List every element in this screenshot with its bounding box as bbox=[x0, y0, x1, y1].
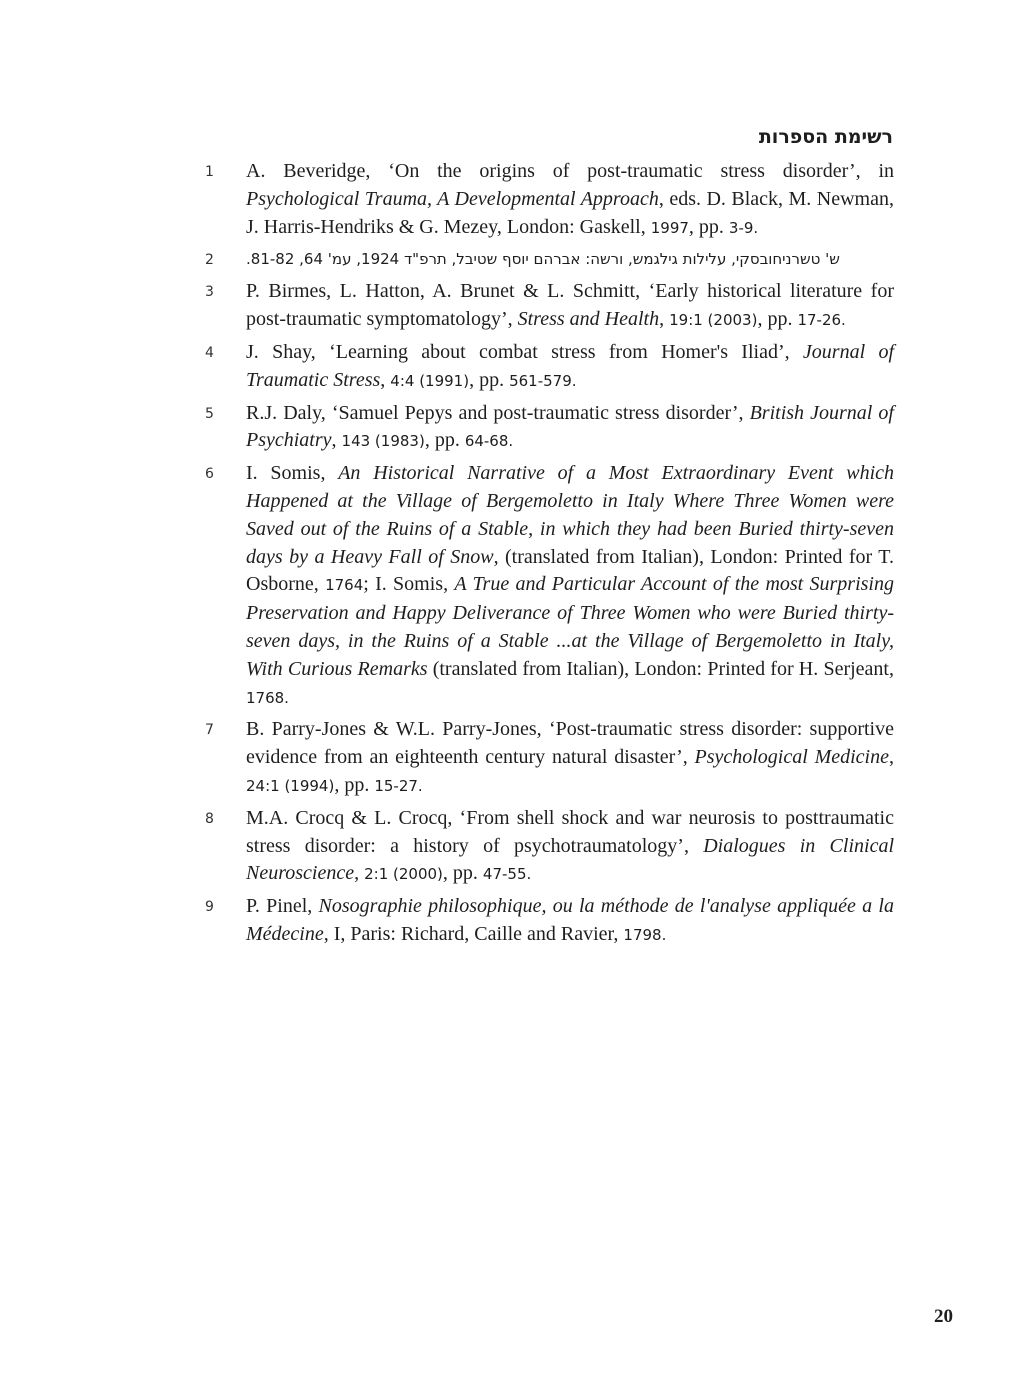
page-number: 20 bbox=[934, 1306, 953, 1327]
reference-item bbox=[200, 460, 894, 712]
reference-segment: ש' טשרניחובסקי, עלילות גילגמש, ורשה: אברהם יוסף שטיבל, תרפ"ד 1924, עמ' 64, 81-82. bbox=[246, 250, 840, 269]
reference-segment: 19:1 (2003) bbox=[669, 311, 758, 330]
reference-item bbox=[200, 246, 894, 272]
reference-number: 5 bbox=[205, 405, 214, 422]
reference-segment: , eds. D. Black, M. Newman, J. Harris-Hendriks & G. Mezey, London: Gaskell, bbox=[246, 187, 894, 238]
reference-item bbox=[200, 278, 894, 335]
reference-number: 2 bbox=[205, 252, 214, 269]
reference-segment: , bbox=[659, 308, 670, 331]
reference-segment: 1764 bbox=[325, 576, 364, 595]
reference-number: 1 bbox=[205, 164, 214, 180]
reference-text bbox=[246, 339, 894, 396]
reference-segment: , bbox=[354, 862, 365, 885]
reference-item bbox=[200, 158, 894, 242]
page-heading: רשימת הספרות bbox=[758, 126, 893, 148]
reference-segment: A. Beveridge, ‘On the origins of post-traumatic stress disorder’, in bbox=[246, 160, 894, 182]
reference-segment: B. Parry-Jones & W.L. Parry-Jones, ‘Post-traumatic stress disorder: supportive evidence from an eighteenth century natural disaster’, bbox=[246, 718, 894, 769]
reference-segment: , pp. bbox=[757, 308, 798, 331]
reference-segment: 1798. bbox=[623, 925, 667, 944]
reference-text bbox=[246, 400, 894, 457]
reference-number: 8 bbox=[205, 810, 214, 827]
reference-segment: , bbox=[380, 368, 391, 391]
reference-text bbox=[246, 893, 894, 950]
reference-text bbox=[246, 246, 894, 272]
reference-segment: 143 (1983) bbox=[341, 432, 425, 451]
reference-title-segment: Stress and Health bbox=[517, 308, 660, 331]
reference-segment: 64-68. bbox=[464, 432, 514, 451]
reference-segment: (translated from Italian), London: Printed for H. Serjeant, bbox=[427, 657, 894, 680]
reference-text bbox=[246, 158, 894, 242]
reference-title-segment: British Journal of Psychiatry bbox=[246, 401, 894, 452]
reference-item bbox=[200, 805, 894, 889]
reference-number: 3 bbox=[205, 284, 214, 301]
reference-title-segment: An Historical Narrative of a Most Extraordinary Event which Happened at the Village of Bergemoletto in Italy Where Three Women were Saved out of the Ruins of a Stable, in which they had been Buried thirty-seven days by a Heavy Fall of Snow bbox=[246, 462, 894, 568]
reference-segment: M.A. Crocq & L. Crocq, ‘From shell shock and war neurosis to posttraumatic stress disorder: a history of psychotraumatology’, bbox=[246, 806, 894, 857]
reference-segment: , bbox=[331, 429, 342, 452]
reference-segment: J. Shay, ‘Learning about combat stress from Homer's Iliad’, bbox=[246, 340, 803, 363]
reference-number: 4 bbox=[205, 344, 214, 361]
reference-title-segment: A True and Particular Account of the most Surprising Preservation and Happy Deliverance of Three Women who were Buried thirty-seven days, in the Ruins of a Stable ...at the Village of Bergemoletto in Italy, With Curious Remarks bbox=[246, 573, 894, 680]
reference-text bbox=[246, 805, 894, 889]
reference-item bbox=[200, 893, 894, 950]
reference-title-segment: Psychological Trauma, A Developmental Approach bbox=[246, 187, 659, 210]
reference-segment: 17-26. bbox=[797, 311, 846, 330]
reference-segment: R.J. Daly, ‘Samuel Pepys and post-traumatic stress disorder’, bbox=[246, 401, 750, 424]
reference-title-segment: Nosographie philosophique, ou la méthode de l'analyse appliquée a la Médecine bbox=[246, 895, 894, 945]
reference-segment: 3-9. bbox=[728, 218, 759, 237]
reference-segment: , pp. bbox=[442, 862, 483, 885]
reference-segment: ; I. Somis, bbox=[363, 573, 455, 596]
reference-item bbox=[200, 400, 894, 457]
reference-number: 6 bbox=[205, 466, 214, 483]
reference-title-segment: Psychological Medicine bbox=[694, 746, 889, 769]
reference-segment: 561-579. bbox=[509, 371, 577, 390]
reference-title-segment: Dialogues in Clinical Neuroscience bbox=[246, 834, 894, 885]
reference-number: 9 bbox=[205, 899, 214, 916]
reference-segment: 2:1 (2000) bbox=[364, 865, 443, 884]
reference-segment: , pp. bbox=[469, 368, 510, 391]
reference-text bbox=[246, 460, 894, 712]
reference-segment: , pp. bbox=[334, 773, 375, 796]
reference-segment: , (translated from Italian), London: Printed for T. Osborne, bbox=[246, 545, 894, 596]
reference-segment: 24:1 (1994) bbox=[246, 776, 335, 795]
reference-segment: 1768. bbox=[246, 688, 289, 707]
reference-number: 7 bbox=[205, 722, 214, 739]
reference-segment: 47-55. bbox=[482, 865, 532, 884]
reference-text bbox=[246, 716, 894, 800]
reference-segment: 15-27. bbox=[374, 776, 423, 795]
reference-segment: P. Birmes, L. Hatton, A. Brunet & L. Schmitt, ‘Early historical literature for post-traumatic symptomatology’, bbox=[246, 280, 894, 331]
reference-segment: , pp. bbox=[688, 215, 729, 238]
reference-item bbox=[200, 716, 894, 800]
reference-segment: , I, Paris: Richard, Caille and Ravier, bbox=[323, 922, 624, 945]
reference-text bbox=[246, 278, 894, 335]
reference-item bbox=[200, 339, 894, 396]
reference-segment: I. Somis, bbox=[246, 462, 339, 485]
reference-title-segment: Journal of Traumatic Stress bbox=[246, 340, 894, 391]
reference-segment: , pp. bbox=[424, 429, 465, 452]
reference-segment: 1997 bbox=[650, 218, 689, 237]
reference-segment: P. Pinel, bbox=[246, 895, 319, 918]
reference-segment: , bbox=[888, 746, 894, 769]
reference-segment: 4:4 (1991) bbox=[390, 371, 470, 390]
reference-list bbox=[200, 158, 894, 954]
